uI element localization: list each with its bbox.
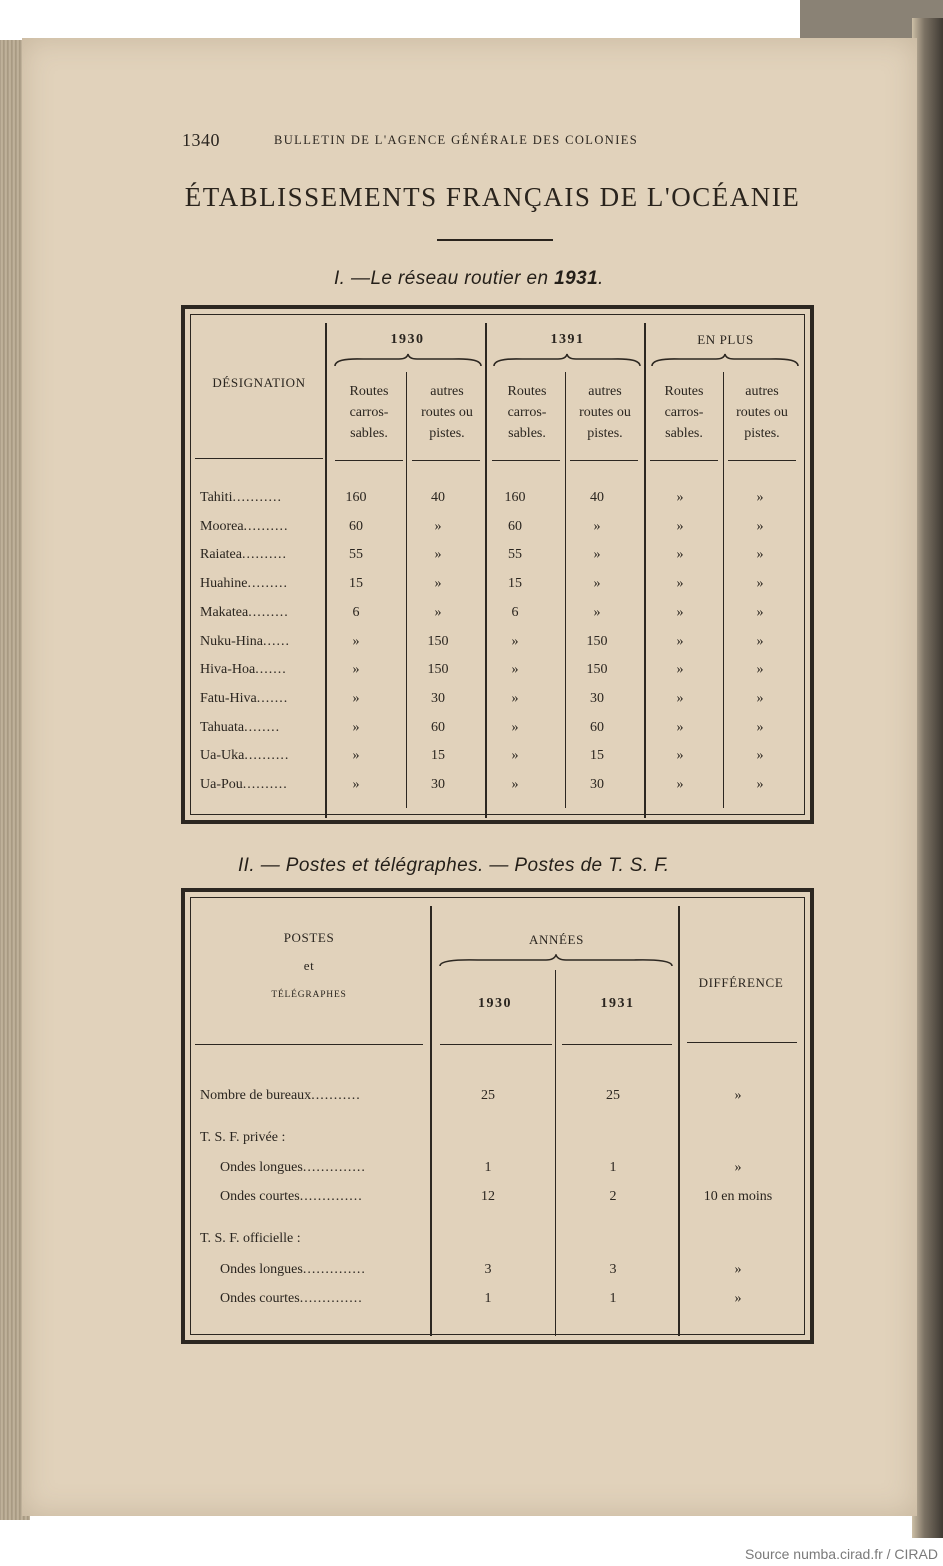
postes-cell-v1930: 1 xyxy=(484,1160,492,1175)
source-credit: Source numba.cirad.fr / CIRAD xyxy=(745,1546,938,1562)
roads-cell: » xyxy=(434,576,442,592)
roads-cell: 30 xyxy=(590,690,604,706)
roads-cell: 15 xyxy=(349,576,363,592)
year-1930-header: 1930 xyxy=(478,996,512,1011)
postes-cell-diff: » xyxy=(734,1291,742,1306)
postes-row-label: T. S. F. officielle : xyxy=(200,1231,301,1246)
roads-cell: » xyxy=(756,604,764,620)
roads-cell: » xyxy=(676,690,684,706)
designation-header: DÉSIGNATION xyxy=(212,375,306,390)
postes-cell-diff: 10 en moins xyxy=(703,1189,773,1204)
roads-cell: 55 xyxy=(508,547,522,563)
running-head xyxy=(182,130,802,152)
subhead-routes-en-plus: Routes carros- sables. xyxy=(664,384,704,441)
main-title: ÉTABLISSEMENTS FRANÇAIS DE L'OCÉANIE xyxy=(184,182,801,212)
roads-cell: 150 xyxy=(427,633,449,649)
group-1391: 1391 xyxy=(550,332,585,347)
postes-cell-diff: » xyxy=(734,1088,742,1103)
roads-cell: 6 xyxy=(352,604,360,620)
roads-cell: » xyxy=(756,547,764,563)
roads-cell: » xyxy=(352,719,360,735)
postes-row-label: Ondes longues.............. xyxy=(220,1160,366,1175)
postes-cell-v1931: 1 xyxy=(609,1291,617,1306)
roads-cell: » xyxy=(676,490,684,505)
section1-title xyxy=(334,268,604,290)
roads-cell: » xyxy=(676,662,684,678)
roads-cell: » xyxy=(756,690,764,706)
subhead-autres-1930: autres routes ou pistes. xyxy=(421,384,473,441)
roads-cell: » xyxy=(352,633,360,649)
roads-row-label: Fatu-Hiva....... xyxy=(200,690,289,706)
roads-cell: 160 xyxy=(504,490,526,505)
roads-row-label: Makatea......... xyxy=(200,604,289,620)
roads-cell: 40 xyxy=(590,490,604,505)
postes-cell-diff: » xyxy=(734,1160,742,1175)
postes-cell-v1931: 1 xyxy=(609,1160,617,1175)
roads-cell: » xyxy=(676,547,684,563)
roads-cell: » xyxy=(676,576,684,592)
roads-row-label: Ua-Pou.......... xyxy=(200,777,288,792)
postes-cell-v1930: 25 xyxy=(481,1088,495,1103)
roads-cell: 30 xyxy=(431,777,445,792)
roads-cell: » xyxy=(434,547,442,563)
brace-1930 xyxy=(333,352,483,370)
postes-cell-v1931: 2 xyxy=(609,1189,617,1204)
group-en-plus: EN PLUS xyxy=(697,332,754,347)
postes-cell-v1930: 3 xyxy=(484,1262,492,1277)
roads-cell: » xyxy=(511,719,519,735)
roads-row-label: Hiva-Hoa....... xyxy=(200,662,287,678)
postes-row-label: Nombre de bureaux........... xyxy=(200,1088,361,1103)
roads-cell: » xyxy=(593,576,601,592)
roads-cell: » xyxy=(756,490,764,505)
subhead-autres-1391: autres routes ou pistes. xyxy=(579,384,631,441)
telegraphes-header: TÉLÉGRAPHES xyxy=(271,990,347,1000)
et-header: et xyxy=(303,958,315,973)
roads-row-label: Tahiti........... xyxy=(200,490,282,505)
roads-cell: 150 xyxy=(586,662,608,678)
roads-cell: » xyxy=(756,719,764,735)
roads-cell: » xyxy=(676,777,684,792)
roads-cell: » xyxy=(756,633,764,649)
section2-title: II. — Postes et télégraphes. — Postes de T. S. F. xyxy=(238,855,670,876)
title-rule xyxy=(437,239,553,241)
roads-cell: » xyxy=(676,604,684,620)
roads-cell: » xyxy=(676,748,684,764)
roads-row-label: Tahuata........ xyxy=(200,719,281,735)
brace-en-plus xyxy=(650,352,800,370)
roads-cell: 30 xyxy=(431,690,445,706)
postes-cell-v1931: 3 xyxy=(609,1262,617,1277)
roads-cell: 6 xyxy=(511,604,519,620)
subhead-routes-1391: Routes carros- sables. xyxy=(507,384,547,441)
roads-cell: » xyxy=(434,604,442,620)
page-number: 1340 xyxy=(182,130,220,150)
roads-cell: 60 xyxy=(508,518,522,534)
roads-cell: 30 xyxy=(590,777,604,792)
postes-row-label: Ondes courtes.............. xyxy=(220,1291,363,1306)
section1-suffix: . xyxy=(598,268,604,289)
roads-cell: 15 xyxy=(590,748,604,764)
section1-year: 1931 xyxy=(554,268,599,289)
postes-cell-v1931: 25 xyxy=(606,1088,620,1103)
roads-row-label: Raiatea.......... xyxy=(200,547,287,563)
roads-cell: » xyxy=(756,748,764,764)
postes-header: POSTES xyxy=(283,930,335,945)
roads-cell: » xyxy=(756,777,764,792)
roads-cell: » xyxy=(676,719,684,735)
roads-cell: » xyxy=(676,518,684,534)
roads-cell: » xyxy=(593,518,601,534)
roads-cell: » xyxy=(511,777,519,792)
roads-row-label: Huahine......... xyxy=(200,576,288,592)
annees-header: ANNÉES xyxy=(529,932,584,947)
difference-header: DIFFÉRENCE xyxy=(698,975,784,990)
roads-cell: » xyxy=(593,547,601,563)
bulletin-title: BULLETIN DE L'AGENCE GÉNÉRALE DES COLONIES xyxy=(274,133,639,147)
roads-cell: » xyxy=(676,633,684,649)
roads-cell: » xyxy=(352,690,360,706)
roads-cell: » xyxy=(352,748,360,764)
postes-cell-v1930: 1 xyxy=(484,1291,492,1306)
roads-cell: » xyxy=(511,690,519,706)
subhead-routes-1930: Routes carros- sables. xyxy=(349,384,389,441)
subhead-autres-en-plus: autres routes ou pistes. xyxy=(736,384,788,441)
postes-cell-diff: » xyxy=(734,1262,742,1277)
roads-cell: » xyxy=(511,748,519,764)
roads-cell: » xyxy=(352,777,360,792)
roads-cell: 150 xyxy=(586,633,608,649)
roads-cell: » xyxy=(756,518,764,534)
roads-cell: 60 xyxy=(349,518,363,534)
roads-cell: 150 xyxy=(427,662,449,678)
brace-annees xyxy=(438,954,674,970)
brace-1391 xyxy=(492,352,642,370)
roads-row-label: Moorea.......... xyxy=(200,518,289,534)
roads-cell: » xyxy=(593,604,601,620)
roads-cell: 160 xyxy=(345,490,367,505)
postes-row-label: Ondes courtes.............. xyxy=(220,1189,363,1204)
roads-cell: 60 xyxy=(590,719,604,735)
section1-prefix: I. — xyxy=(334,268,371,289)
roads-cell: 55 xyxy=(349,547,363,563)
roads-cell: » xyxy=(756,576,764,592)
postes-row-label: Ondes longues.............. xyxy=(220,1262,366,1277)
roads-cell: » xyxy=(434,518,442,534)
roads-cell: 40 xyxy=(431,490,445,505)
group-1930: 1930 xyxy=(390,332,425,347)
roads-cell: 60 xyxy=(431,719,445,735)
postes-row-label: T. S. F. privée : xyxy=(200,1130,286,1145)
year-1931-header: 1931 xyxy=(600,996,635,1011)
roads-row-label: Nuku-Hina...... xyxy=(200,633,290,649)
roads-row-label: Ua-Uka.......... xyxy=(200,748,290,764)
roads-cell: » xyxy=(511,633,519,649)
roads-cell: » xyxy=(352,662,360,678)
roads-cell: 15 xyxy=(431,748,445,764)
roads-cell: » xyxy=(511,662,519,678)
section1-text: Le réseau routier en xyxy=(370,268,555,289)
roads-cell: 15 xyxy=(508,576,522,592)
postes-cell-v1930: 12 xyxy=(481,1189,495,1204)
roads-cell: » xyxy=(756,662,764,678)
